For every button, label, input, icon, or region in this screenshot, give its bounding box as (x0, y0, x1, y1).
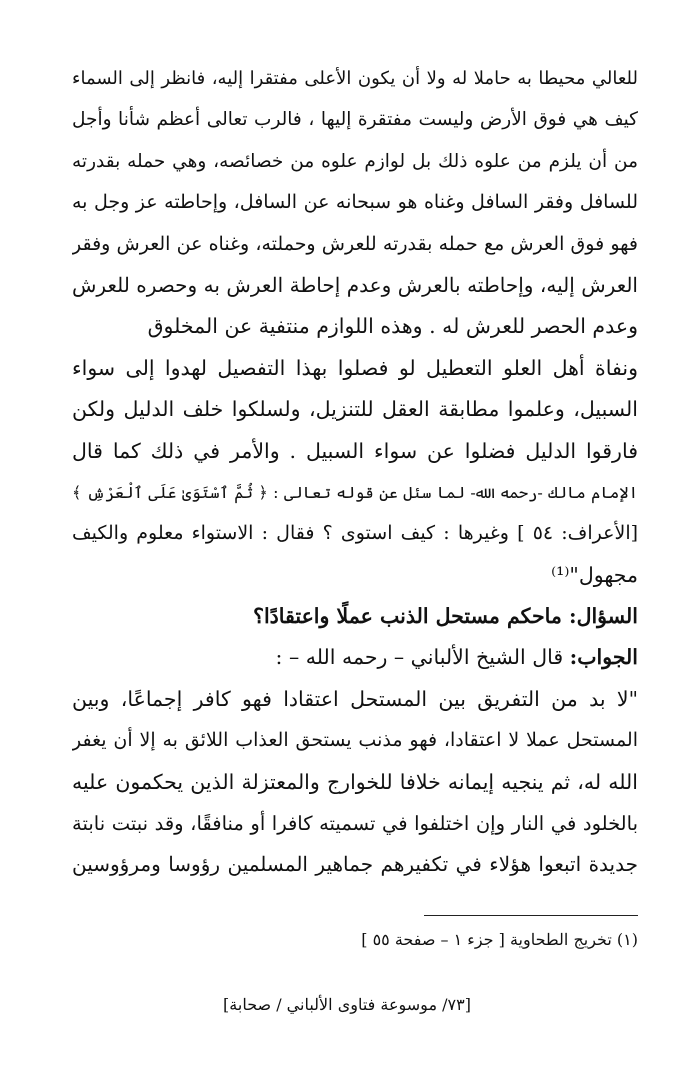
footnote-divider (424, 915, 638, 916)
answer-text-line: الله له، ثم ينجيه إيمانه خلافا للخوارج والمعتزلة الذين يحكمون عليه (72, 769, 638, 794)
question-line (72, 596, 638, 637)
answer-label: الجواب: (569, 645, 638, 670)
text-line: السبيل، وعلموا مطابقة العقل للتنزيل، ولسلكوا خلف الدليل ولكن (72, 397, 638, 422)
answer-line (72, 637, 638, 678)
question-label: السؤال: (569, 604, 638, 629)
answer-text-line: بالخلود في النار وإن اختلفوا في تسميته كافرا أو منافقًا، وقد نبتت نابتة (72, 812, 638, 836)
answer-text-line: المستحل عملا لا اعتقادا، فهو مذنب يستحق العذاب اللائق به إلا أن يغفر (72, 729, 638, 752)
text-line: وعدم الحصر للعرش له . وهذه اللوازم منتفية عن المخلوق (147, 314, 638, 339)
text-line: من أن يلزم من علوه ذلك بل لوازم علوه من خصائصه، وهي حمله بقدرته (72, 150, 638, 172)
text-line: الإمام مالك -رحمه الله- لما سئل عن قوله تعالى : ﴿ ثُمَّ ٱسْتَوَىٰ عَلَى ٱلْعَرْشِ ﴾ (72, 482, 638, 502)
text-line: ونفاة أهل العلو التعطيل لو فصلوا بهذا التفصيل لهدوا إلى سواء (72, 355, 638, 380)
text-line: العرش إليه، وإحاطته بالعرش وعدم إحاطة العرش به وحصره للعرش (72, 272, 638, 297)
text-line: فارقوا الدليل فضلوا عن سواء السبيل . والأمر في ذلك كما قال (72, 438, 638, 463)
text-line: للسافل وفقر السافل وغناه هو سبحانه عن السافل، وإحاطته عز وجل به (72, 191, 638, 214)
page-footer: [٧٣/ موسوعة فتاوى الألباني / صحابة] (223, 995, 471, 1014)
text-line: مجهول"⁽¹⁾ (551, 562, 638, 587)
text-line: كيف هي فوق الأرض وليست مفتقرة إليها ، فالرب تعالى أعظم شأنا وأجل (72, 109, 638, 131)
answer-text-line: "لا بد من التفريق بين المستحل اعتقادا فهو كافر إجماعًا، وبين (72, 686, 638, 711)
question-text: ماحكم مستحل الذنب عملًا واعتقادًا؟ (253, 604, 570, 629)
body-text (72, 58, 638, 886)
text-line: فهو فوق العرش مع حمله بقدرته للعرش وحملته، وغناه عن العرش وفقر (72, 232, 638, 255)
answer-intro: قال الشيخ الألباني – رحمه الله – : (275, 645, 570, 670)
answer-text-line: جديدة اتبعوا هؤلاء في تكفيرهم جماهير المسلمين رؤوسا ومرؤوسين (72, 852, 638, 877)
text-line: [الأعراف: ٥٤ ] وغيرها : كيف استوى ؟ فقال : الاستواء معلوم والكيف (72, 522, 638, 545)
text-line: للعالي محيطا به حاملا له ولا أن يكون الأعلى مفتقرا إليه، فانظر إلى السماء (72, 68, 638, 89)
footnote: (١) تخريج الطحاوية [ جزء ١ – صفحة ٥٥ ] (361, 930, 638, 949)
